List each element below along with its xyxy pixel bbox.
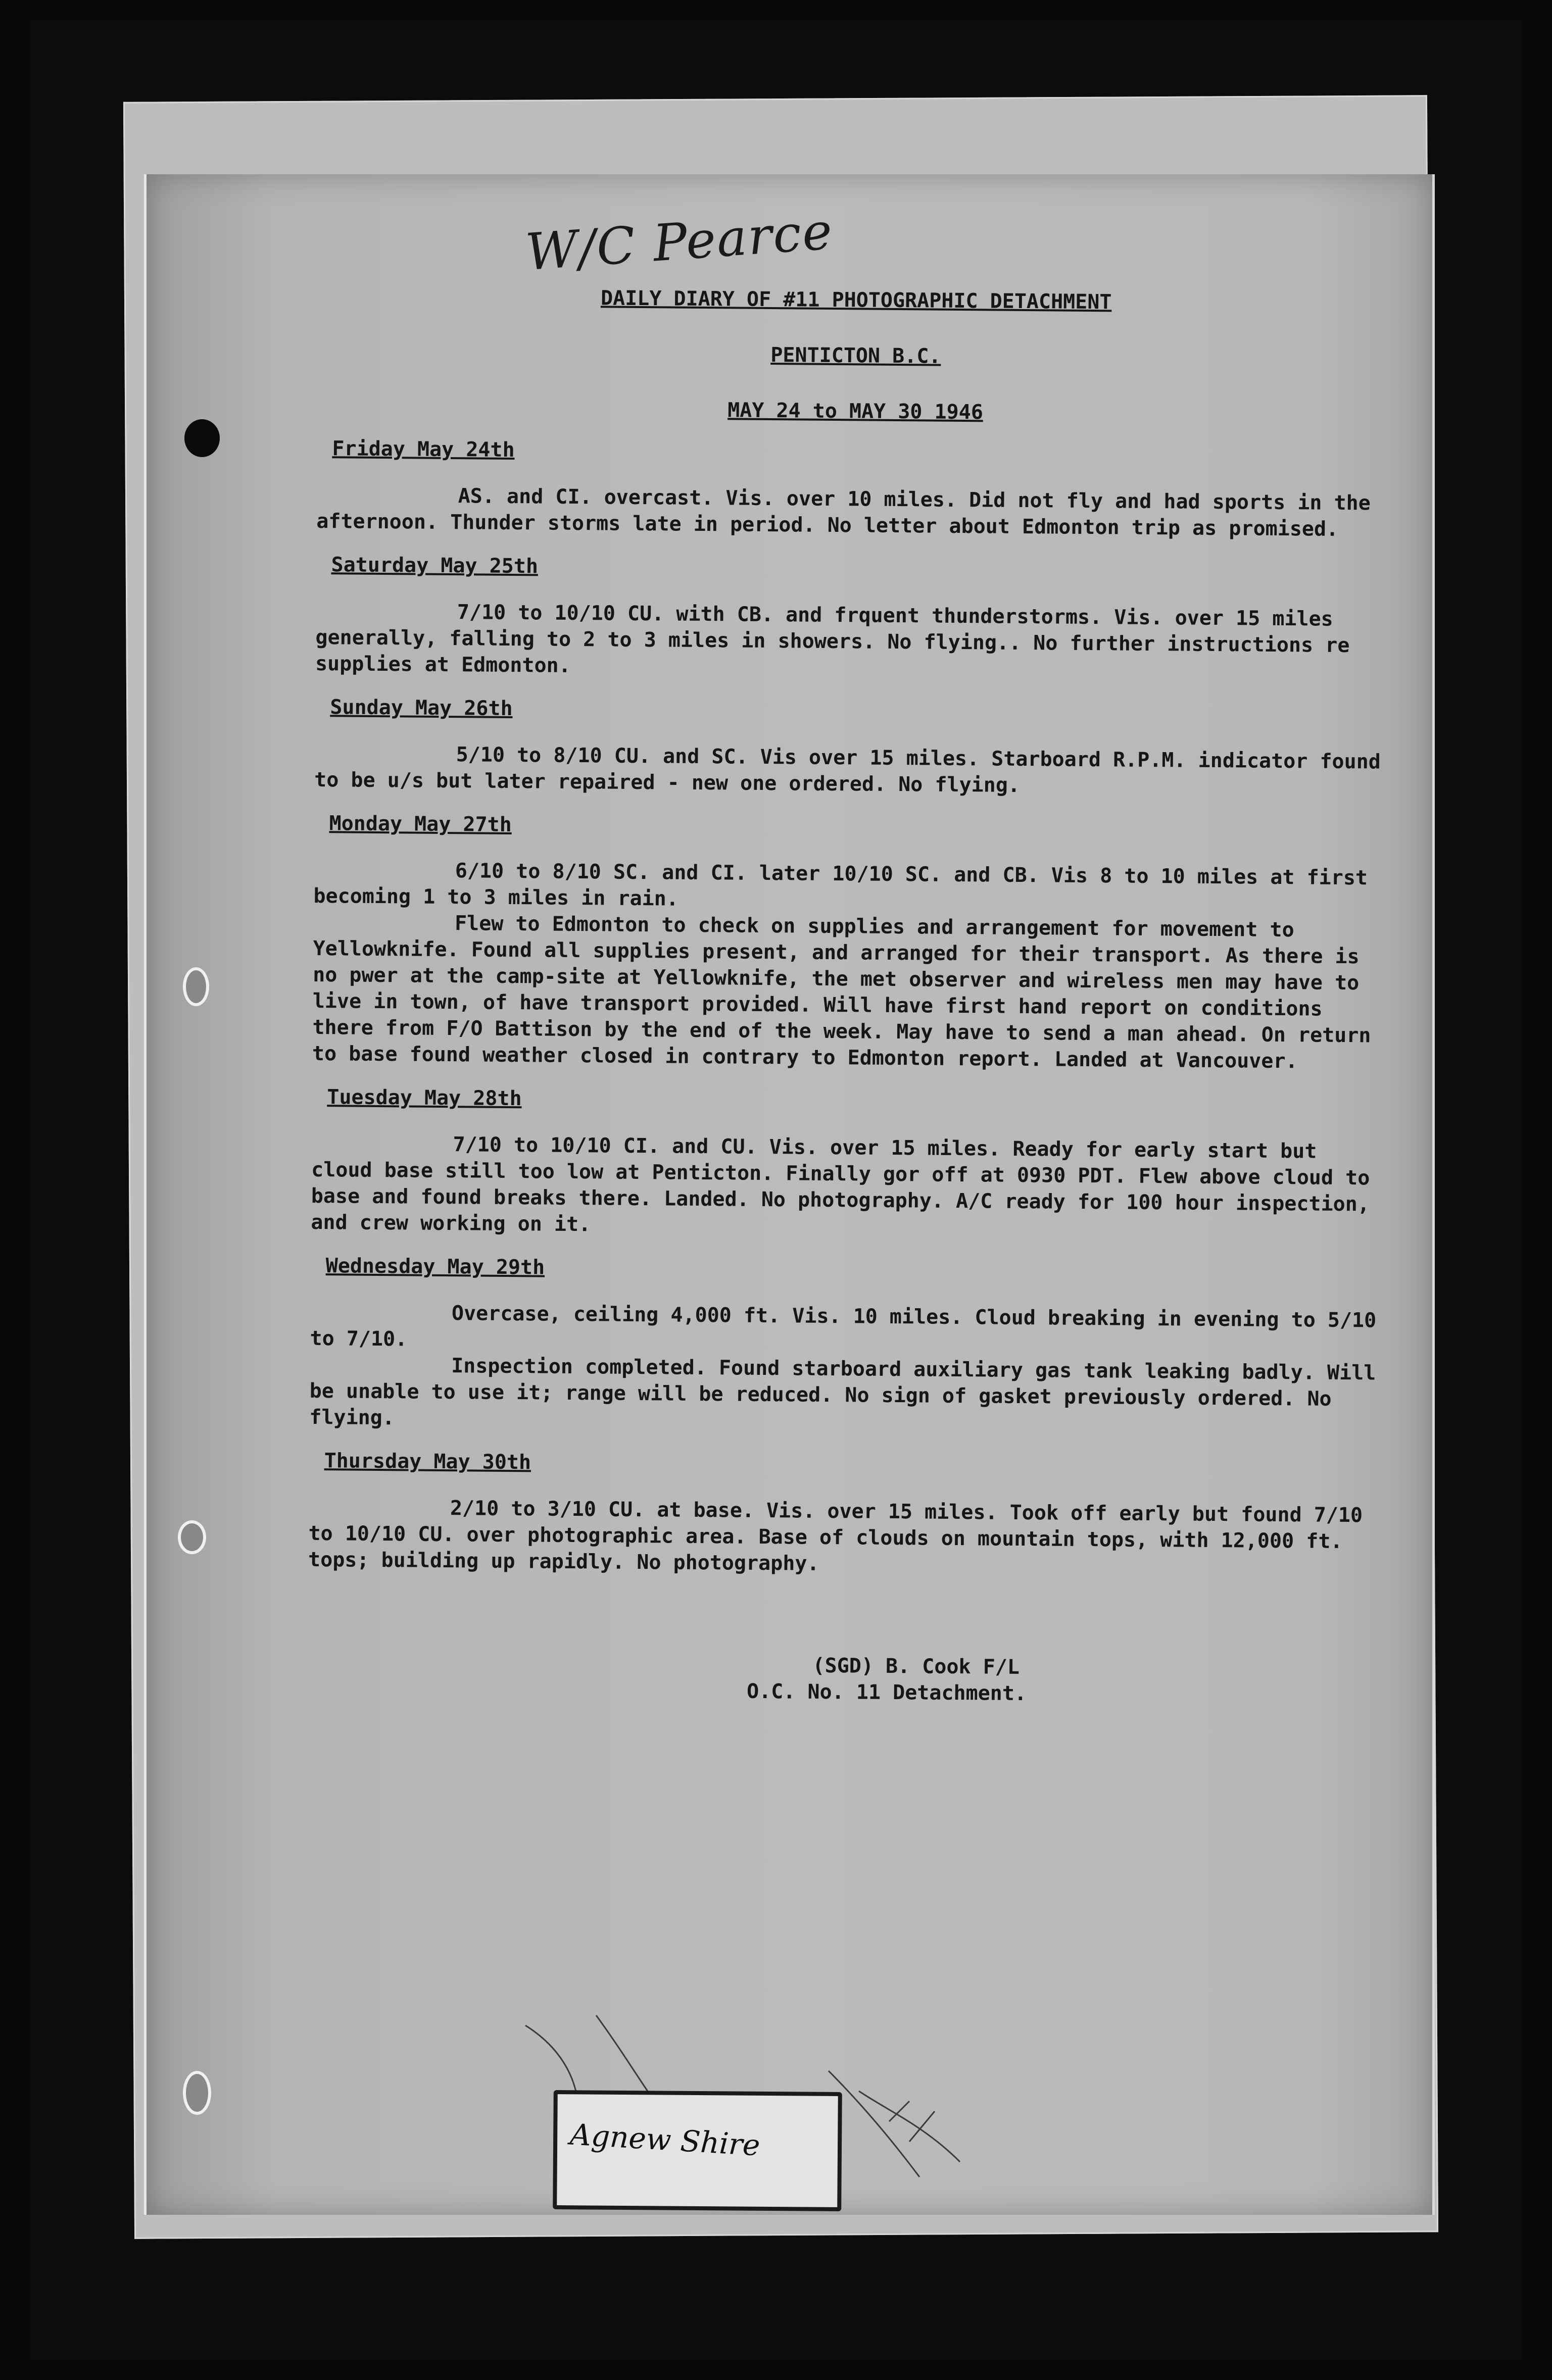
diary-entry	[312, 810, 1390, 1075]
entry-paragraph: 2/10 to 3/10 CU. at base. Vis. over 15 miles. Took off early but found 7/10 to 10/10 CU. over photographic area. Base of clouds on mountain tops, with 12,000 ft. tops; building up rapidly. No photography.	[308, 1497, 1363, 1575]
diary-entry	[311, 1084, 1388, 1244]
binder-ring-1	[183, 967, 209, 1006]
archive-label	[553, 2090, 842, 2211]
signature-title: O.C. No. 11 Detachment.	[746, 1679, 1027, 1706]
diary-entry	[315, 552, 1392, 685]
entry-day: Thursday May 30th	[324, 1449, 531, 1474]
entry-paragraph: Overcase, ceiling 4,000 ft. Vis. 10 miles. Cloud breaking in evening to 5/10 to 7/10.	[310, 1302, 1377, 1351]
signature-block	[747, 1652, 1384, 1710]
document-dates: MAY 24 to MAY 30 1946	[727, 399, 984, 424]
entry-day: Sunday May 26th	[330, 696, 513, 721]
diary-entry	[308, 1448, 1385, 1581]
diary-entry	[316, 435, 1393, 543]
entry-paragraph: Inspection completed. Found starboard auxiliary gas tank leaking badly. Will be unable to use it; range will be reduced. No sign of gasket previously ordered. No flying.	[309, 1354, 1376, 1430]
binder-ring-3	[183, 2071, 211, 2115]
entry-day: Wednesday May 29th	[325, 1254, 545, 1279]
entry-paragraph: Flew to Edmonton to check on supplies and arrangement for movement to Yellowknife. Found all supplies present, and arranged for their transport. As there is no pwer at the camp-site at Yellowknife, the met observer and wireless men may have to live in town, of have transport provided. Will have first hand report on conditions there from F/O Battison by the end of the week. May have to send a man ahead. On return to base found weather closed in contrary to Edmonton report. Landed at Vancouver.	[312, 912, 1371, 1073]
diary-text	[307, 283, 1394, 1710]
entry-day: Friday May 24th	[332, 437, 515, 462]
entry-paragraph: 7/10 to 10/10 CU. with CB. and frquent thunderstorms. Vis. over 15 miles generally, falling to 2 to 3 miles in showers. No flying.. No further instructions re supplies at Edmonton.	[315, 601, 1350, 677]
entry-paragraph: 5/10 to 8/10 CU. and SC. Vis over 15 miles. Starboard R.P.M. indicator found to be u/s but later repaired - new one ordered. No flying.	[314, 743, 1381, 797]
entry-day: Tuesday May 28th	[327, 1085, 522, 1111]
entry-paragraph: 7/10 to 10/10 CI. and CU. Vis. over 15 miles. Ready for early start but cloud base still too low at Penticton. Finally gor off at 0930 PDT. Flew above cloud to base and found breaks there. Landed. No photography. A/C ready for 100 hour inspection, and crew working on it.	[311, 1133, 1370, 1236]
entry-day: Saturday May 25th	[331, 553, 539, 578]
archive-label-text: Agnew Shire	[569, 2117, 761, 2163]
binder-ring-2	[178, 1520, 206, 1554]
handwritten-note: W/C Pearce	[523, 201, 835, 282]
signature-name: (SGD) B. Cook F/L	[812, 1654, 1020, 1679]
entry-day: Monday May 27th	[329, 812, 512, 837]
document-location: PENTICTON B.C.	[770, 343, 941, 368]
diary-entry	[314, 694, 1391, 802]
document-title: DAILY DIARY OF #11 PHOTOGRAPHIC DETACHMENT	[600, 286, 1112, 314]
entry-paragraph: AS. and CI. overcast. Vis. over 10 miles. Did not fly and had sports in the afternoon. Thunder storms late in period. No letter about Edmonton trip as promised.	[316, 484, 1371, 541]
diary-entry	[309, 1253, 1387, 1439]
entry-paragraph: 6/10 to 8/10 SC. and CI. later 10/10 SC. and CB. Vis 8 to 10 miles at first becoming 1 to 3 miles in rain.	[313, 859, 1368, 911]
punch-hole-top	[184, 419, 220, 457]
